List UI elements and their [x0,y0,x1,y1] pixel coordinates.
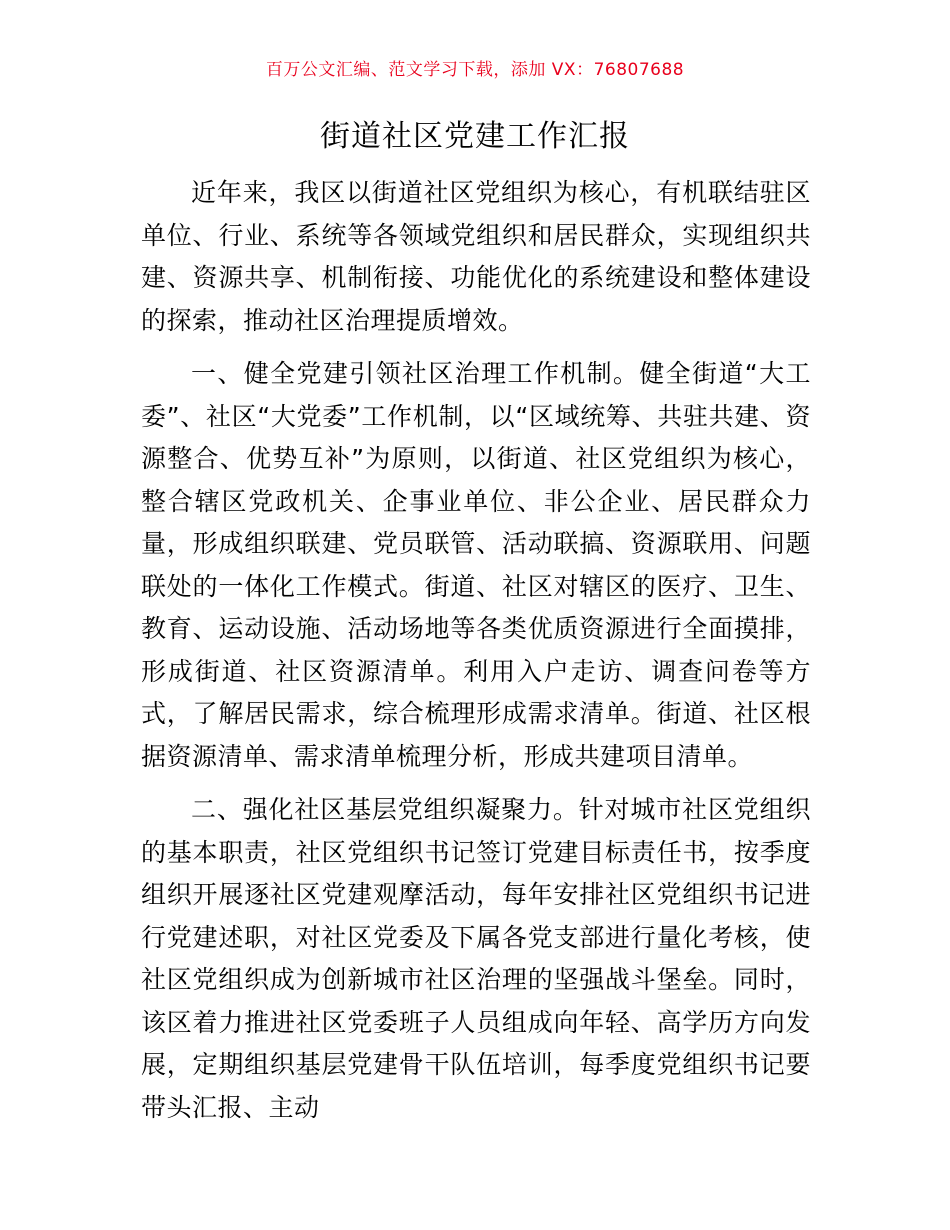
document-title: 街道社区党建工作汇报 [320,119,630,154]
document-body [141,172,811,1140]
paragraph-section-2: 二、强化社区基层党组织凝聚力。针对城市社区党组织的基本职责，社区党组织书记签订党建目标责任书，按季度组织开展逐社区党建观摩活动，每年安排社区党组织书记进行党建述职，对社区党委及下属各党支部进行量化考核，使社区党组织成为创新城市社区治理的坚强战斗堡垒。同时，该区着力推进社区党委班子人员组成向年轻、高学历方向发展，定期组织基层党建骨干队伍培训，每季度党组织书记要带头汇报、主动 [141,795,811,1122]
paragraph-intro: 近年来，我区以街道社区党组织为核心，有机联结驻区单位、行业、系统等各领域党组织和居民群众，实现组织共建、资源共享、机制衔接、功能优化的系统建设和整体建设的探索，推动社区治理提质增效。 [141,178,811,335]
watermark-header: 百万公文汇编、范文学习下载，添加 VX：76807688 [265,60,685,80]
paragraph-section-1: 一、健全党建引领社区治理工作机制。健全街道“大工委”、社区“大党委”工作机制，以“区域统筹、共驻共建、资源整合、优势互补”为原则，以街道、社区党组织为核心，整合辖区党政机关、企事业单位、非公企业、居民群众力量，形成组织联建、党员联管、活动联搞、资源联用、问题联处的一体化工作模式。街道、社区对辖区的医疗、卫生、教育、运动设施、活动场地等各类优质资源进行全面摸排，形成街道、社区资源清单。利用入户走访、调查问卷等方式，了解居民需求，综合梳理形成需求清单。街道、社区根据资源清单、需求清单梳理分析，形成共建项目清单。 [141,359,811,771]
